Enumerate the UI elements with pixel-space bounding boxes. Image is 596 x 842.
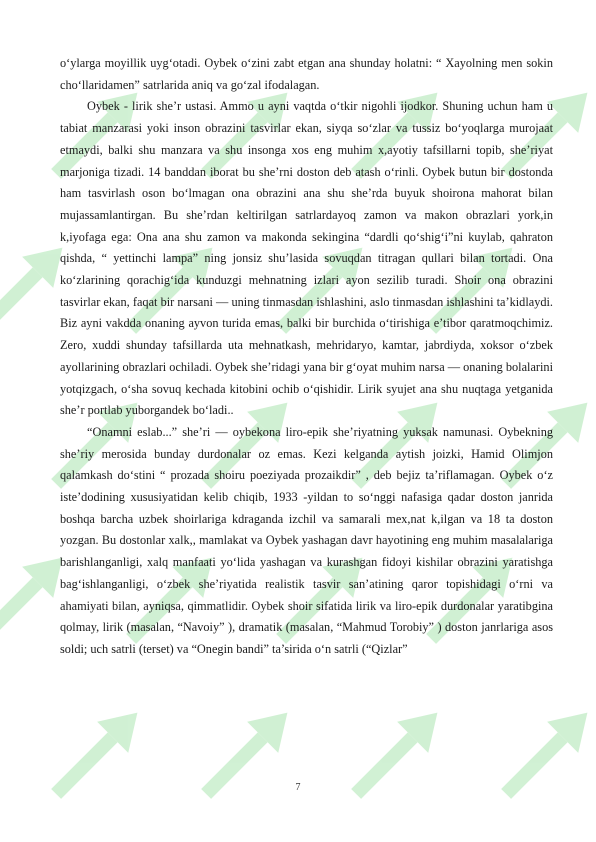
paragraph-lyric-master: Oybek - lirik she’r ustasi. Ammo u ayni vaqtda o‘tkir nigohli ijodkor. Shuning uchun ham u tabiat manzarasi yoki inson obrazini tasvirlar ekan, siyqa so‘zlar va tussiz bo‘yoqlarga murojaat etmaydi, balki shu manzara va shu insonga xos eng muhim x,ayotiy tafsillarni topib, she’riyat marjoniga tizadi. 14 banddan iborat bu she’rni doston deb atash o‘rinli. Oybek butun bir dostonda ham tasvirlash oson bo‘lmagan ona obrazini ana shu she’rda buyuk shoirona mahorat bilan mujassamlantirgan. Bu she’rdan keltirilgan satrlardayoq zamon va makon obrazlari york,in k,iyofaga ega: Ona ana shu zamon va makonda sekingina “dardli qo‘shig‘i”ni kuylab, qahraton qishda, “ yettinchi lampa” ning jonsiz shu’lasida sovuqdan titragan qullari bilan tortadi. Ona ko‘zlarining qorachig‘ida kunduzgi mehnatning izlari ayon sezilib turadi. Shoir ona obrazini tasvirlar ekan, faqat bir narsani — uning tinmasdan ishlashini, aslo tinmasdan ishlashini ta’kidlaydi. Biz ayni vakdda onaning ayvon turida emas, balki bir burchida o‘tirishiga e’tibor qaratmoqchimiz. Zero, xuddi shunday tafsillarda uta mehnatkash, mehridaryo, kamtar, jabrdiyda, xoksor o‘zbek ayollarining obrazlari ochiladi. Oybek she’ridagi yana bir g‘oyat muhim narsa — onaning bolalarini yotqizgach, o‘sha sovuq kechada kitobini ochib o‘qishidir. Lirik syujet ana shu nuqtaga yetganida she’r portlab yuborgandek bo‘ladi.. — [60, 99, 553, 418]
paragraph-continuation: o‘ylarga moyillik uyg‘otadi. Oybek o‘zini zabt etgan ana shunday holatni: “ Xayolning men sokin cho‘llaridamen” satrlarida aniq va go‘zal ifodalagan. — [60, 56, 553, 92]
page-body — [60, 53, 553, 661]
page-number: 7 — [295, 782, 301, 793]
paragraph-onamni-eslab: “Onamni eslab...” she’ri — oybekona liro-epik she’riyatning yuksak namunasi. Oybekning she’riy merosida bunday durdonalar oz emas. Kezi kelganda aytish joizki, Hamid Olimjon qalamkash do‘stini “ prozada shoiru poeziyada prozaikdir” , deb bejiz ta’riflamagan. Oybek o‘z iste’dodining xususiyatidan kelib chiqib, 1933 -yildan to so‘nggi nafasiga qadar doston janrida boshqa barcha uzbek shoirlariga kdraganda izchil va samarali mex,nat k,ilgan va 18 ta doston yozgan. Bu dostonlar xalk,, mamlakat va Oybek yashagan davr hayotining eng muhim masalalariga barishlanganligi, xalq manfaati yo‘lida yashagan va kurashgan fidoyi kishilar obrazini yaratishga bag‘ishlanganligi, o‘zbek she’riyatida realistik tasvir san’atining qaror topishidagi o‘rni va ahamiyati bilan, ayniqsa, qimmatlidir. Oybek shoir sifatida lirik va liro-epik durdonalar yaratibgina qolmay, lirik (masalan, “Navoiy” ), dramatik (masalan, “Mahmud Torobiy” ) doston janrlariga asos soldi; uch satrli (terset) va “Onegin bandi” ta’sirida o‘n satrli (“Qizlar” — [60, 424, 553, 656]
